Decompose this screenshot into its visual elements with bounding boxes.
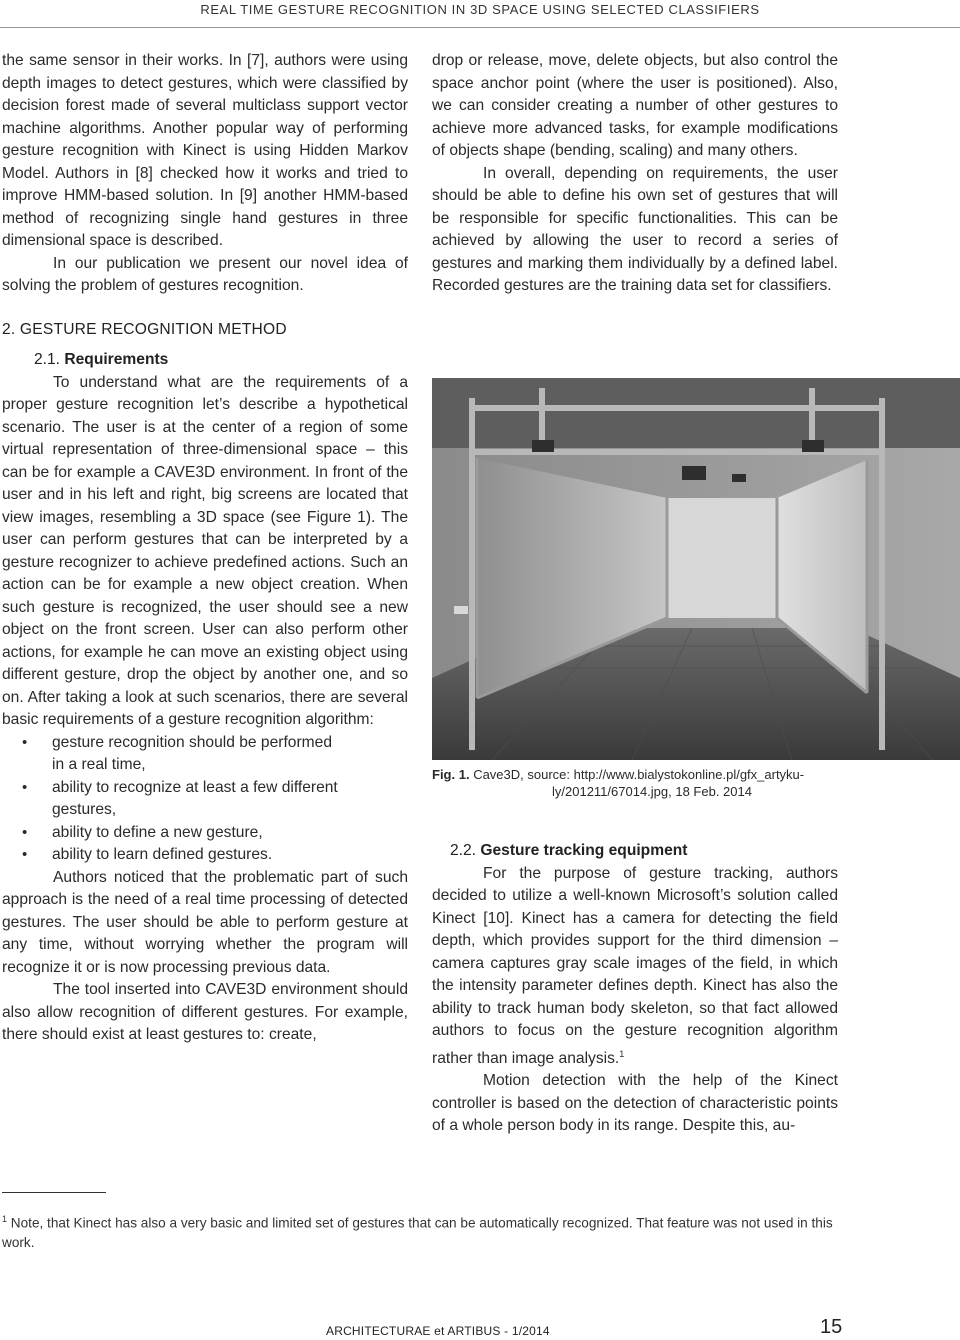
paragraph-realtime-problem: Authors noticed that the problematic part of such approach is the need of a real time processing of detected gestures. The user should be able to perform gesture at any time, without worrying whether the program will recognize it or is now processing previous data. xyxy=(2,868,408,976)
footnote-reference: 1 xyxy=(619,1048,625,1059)
paragraph-scenario: To understand what are the requirements of a proper gesture recognition let’s describe a hypothetical scenario. The user is at the center of a region of some virtual representation of three-dimensional space – this can be for example a CAVE3D environment. In front of the user and in his left and right, big screens are located that view images, resembling a 3D space (see Figure 1). The user can perform gestures that can be interpreted by a gesture recognizer to achieve predefined actions. Such an action can be for example a new object creation. When such gesture is recognized, the user should see a new object on the front screen. User can also perform other actions, for example he can move an existing object using different gesture, drop the object by another one, and so on. After taking a look at such scenarios, there are several basic requirements of a gesture recognition algorithm: xyxy=(2,373,408,728)
paragraph-custom-gestures: In overall, depending on requirements, the user should be able to define his own set of gestures that will be responsible for specific functionalities. This can be achieved by allowing the user to record a series of gestures and marking them individually by a defined label. Recorded gestures are the training data set for classifiers. xyxy=(432,164,838,294)
subsection-label: Requirements xyxy=(64,351,169,368)
list-item: • gesture recognition should be performed in a real time, xyxy=(2,732,408,777)
paragraph-cave3d-tool: The tool inserted into CAVE3D environment should also allow recognition of different gestures. For example, there should exist at least gestures to: create, xyxy=(2,981,408,1043)
caption-label: Fig. 1. xyxy=(432,767,470,782)
right-column-lower xyxy=(432,840,838,1138)
paragraph-kinect xyxy=(432,863,838,1071)
subsection-number: 2.1. xyxy=(34,351,61,368)
list-item: • ability to recognize at least a few different gestures, xyxy=(2,777,408,822)
figure-cave3d-photo xyxy=(432,378,960,760)
journal-name: ARCHITECTURAE et ARTIBUS - 1/2014 xyxy=(326,1324,550,1338)
requirements-list xyxy=(2,732,408,867)
running-head: REAL TIME GESTURE RECOGNITION IN 3D SPACE USING SELECTED CLASSIFIERS xyxy=(200,2,760,17)
cave3d-photo-image xyxy=(432,378,960,760)
paragraph-novel-idea: In our publication we present our novel idea of solving the problem of gestures recognition. xyxy=(2,254,408,294)
subsection-title-requirements xyxy=(2,349,408,372)
subsection-title-tracking xyxy=(432,840,838,863)
left-column xyxy=(2,50,408,1047)
list-item: • ability to learn defined gestures. xyxy=(2,844,408,867)
paragraph-kinect-text: For the purpose of gesture tracking, authors decided to utilize a well-known Microsoft’s solution called Kinect [10]. Kinect has a camera for detecting the field depth, which provides support for the third dimension – camera captures gray scale images of the field, in which the intensity parameter defines depth. Kinect has also the ability to track human body skeleton, so that fact allowed authors to focus on the gesture recognition algorithm rather than image analysis. xyxy=(432,864,838,1067)
subsection-number: 2.2. xyxy=(450,842,477,859)
paragraph-related-work: the same sensor in their works. In [7], authors were using depth images to detect gestures, which were classified by decision forest made of several multiclass support vector machine algorithms. Another popular way of performing gesture recognition with Kinect is using Hidden Markov Model. Authors in [8] checked how it works and tried to improve HMM-based solution. In [9] another HMM-based method of recognizing single hand gestures in three dimensional space is described. xyxy=(2,52,408,249)
section-title-gesture-recognition: 2. GESTURE RECOGNITION METHOD xyxy=(2,320,287,338)
figure-caption xyxy=(432,766,838,800)
caption-text: Cave3D, source: http://www.bialystokonline.pl/gfx_artyku- xyxy=(473,767,805,782)
footnote-mark: 1 xyxy=(2,1214,8,1224)
paragraph-motion-detection: Motion detection with the help of the Kinect controller is based on the detection of characteristic points of a whole person body in its range. Despite this, au- xyxy=(432,1072,838,1135)
caption-text-continued: ly/201211/67014.jpg, 18 Feb. 2014 xyxy=(552,784,752,799)
footnote xyxy=(2,1210,838,1252)
footnote-text: Note, that Kinect has also a very basic and limited set of gestures that can be automatically recognized. That feature was not used in this work. xyxy=(2,1215,833,1250)
page-number: 15 xyxy=(820,1316,843,1338)
header-rule xyxy=(0,27,960,28)
footnote-rule xyxy=(2,1192,106,1193)
subsection-label: Gesture tracking equipment xyxy=(480,842,688,859)
paragraph-gesture-actions: drop or release, move, delete objects, but also control the space anchor point (where the user is positioned). Also, we can consider creating a number of other gestures to achieve more advanced tasks, for example modifications of objects shape (bending, scaling) and many others. xyxy=(432,52,838,159)
right-column-top xyxy=(432,50,838,298)
list-item: • ability to define a new gesture, xyxy=(2,822,408,845)
